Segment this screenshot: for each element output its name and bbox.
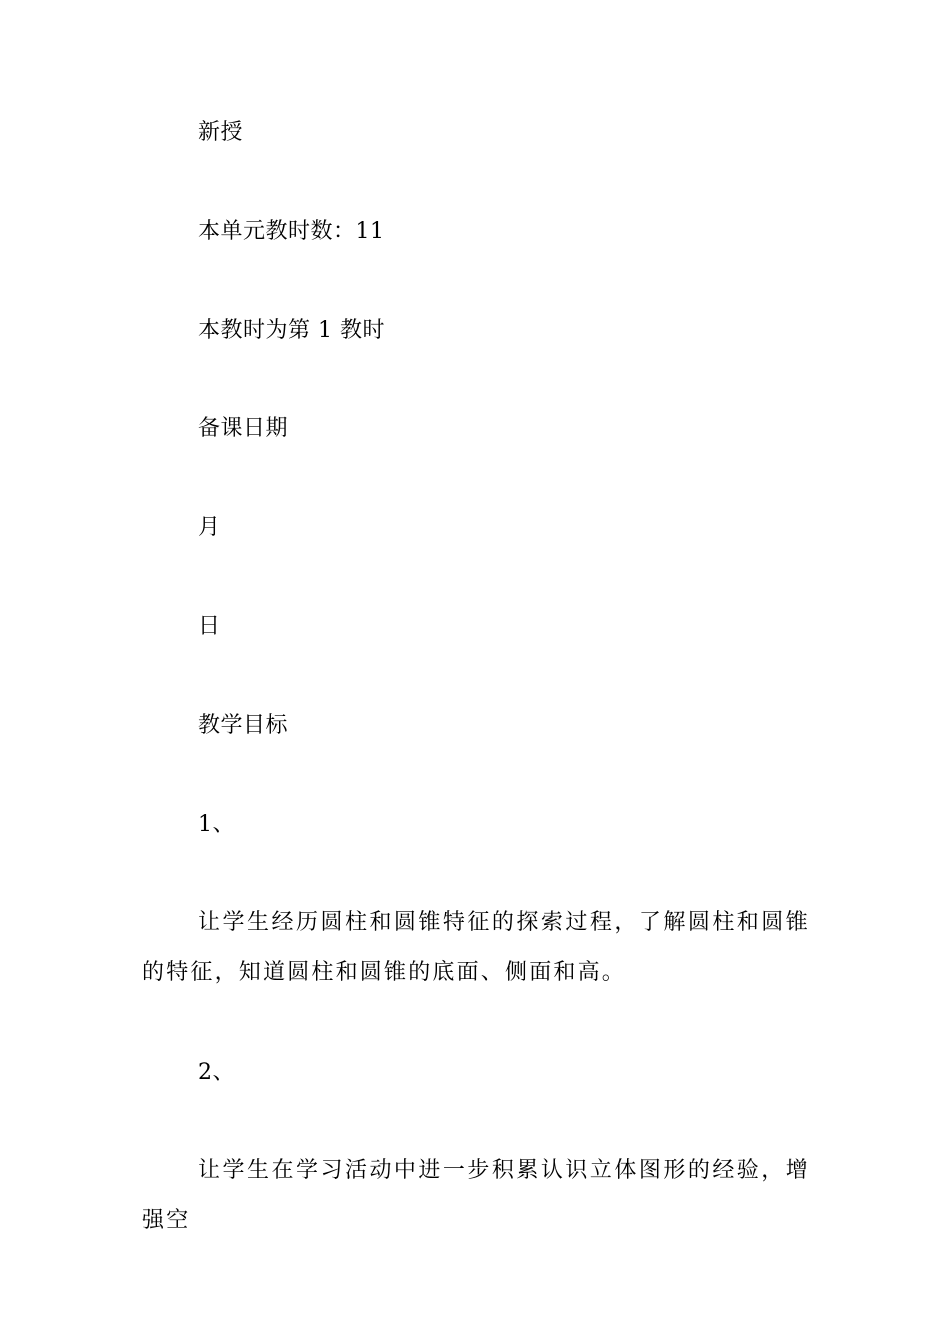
- lesson-type-text: 新授: [198, 120, 244, 145]
- unit-hours-text: 本单元教时数：11: [198, 219, 385, 244]
- teaching-goals-heading: 教学目标: [198, 713, 289, 738]
- goal-2-number: 2、: [198, 1060, 235, 1085]
- goal-1-paragraph: 让学生经历圆柱和圆锥特征的探索过程，了解圆柱和圆锥的特征，知道圆柱和圆锥的底面、侧面和高。: [142, 910, 810, 985]
- day-label: 日: [198, 614, 221, 639]
- goal-1-number: 1、: [198, 812, 235, 837]
- prep-date-label: 备课日期: [198, 416, 289, 441]
- goal-2-paragraph: 让学生在学习活动中进一步积累认识立体图形的经验，增强空: [142, 1158, 810, 1233]
- month-label: 月: [198, 515, 221, 540]
- lesson-number-text: 本教时为第 1 教时: [198, 318, 385, 343]
